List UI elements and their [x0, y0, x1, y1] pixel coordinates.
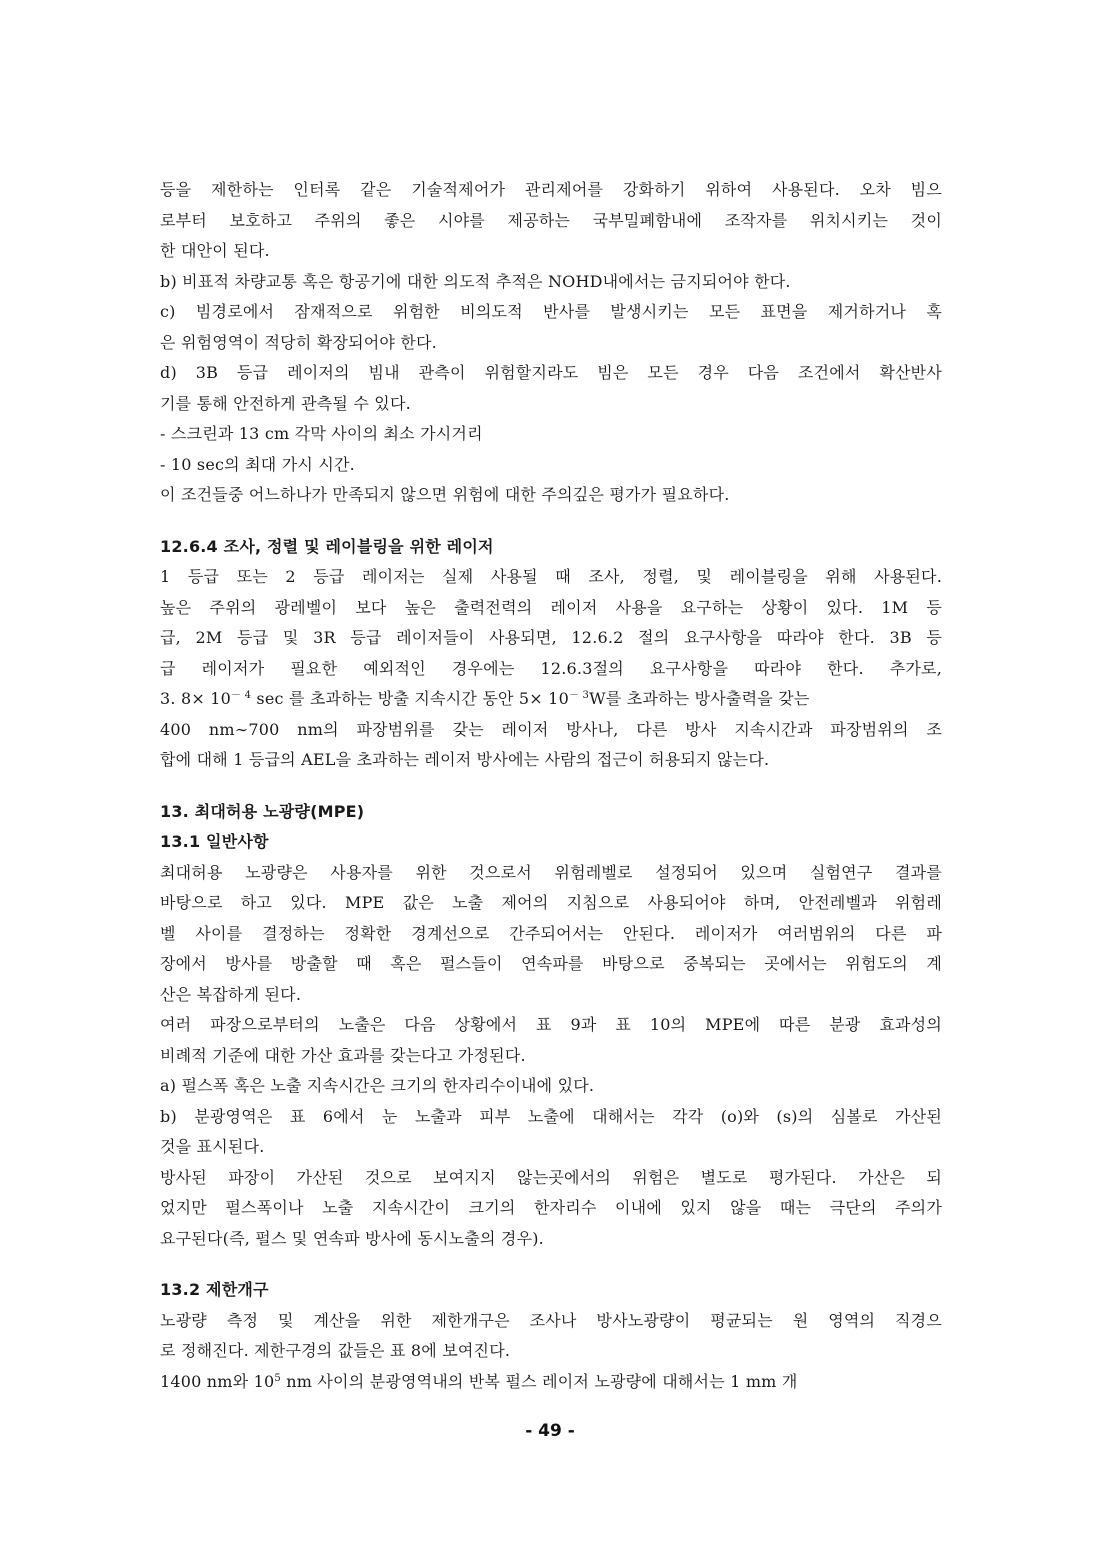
paragraph-line: 급 레이저가 필요한 예외적인 경우에는 12.6.3절의 요구사항을 따라야 한다. 추가로,: [160, 658, 942, 678]
paragraph-line: 한 대안이 된다.: [160, 241, 270, 260]
paragraph-line: 방사된 파장이 가산된 것으로 보여지지 않는곳에서의 위험은 별도로 평가된다. 가산은 되: [160, 1167, 942, 1187]
list-item-a: a) 펄스폭 혹은 노출 지속시간은 크기의 한자리수이내에 있다.: [160, 1076, 595, 1095]
list-item-b: b) 분광영역은 표 6에서 눈 노출과 피부 노출에 대해서는 각각 (o)와 (s)의 심볼로 가산된: [160, 1106, 942, 1126]
paragraph-line: 기를 통해 안전하게 관측될 수 있다.: [160, 393, 411, 413]
paragraph-line: 여러 파장으로부터의 노출은 다음 상황에서 표 9과 표 10의 MPE에 따른 분광 효과성의: [160, 1015, 942, 1034]
paragraph-line: 비례적 기준에 대한 가산 효과를 갖는다고 가정된다.: [160, 1045, 526, 1065]
paragraph-line-with-exponent: [160, 1367, 942, 1398]
text-run: nm 사이의 분광영역내의 반복 펄스 레이저 노광량에 대해서는 1 mm 개: [280, 1371, 798, 1391]
section-heading-13: 13. 최대허용 노광량(MPE): [160, 801, 365, 821]
dash-item: - 스크린과 13 cm 각막 사이의 최소 가시거리: [160, 424, 483, 443]
paragraph-line: 로 정해진다. 제한구경의 값들은 표 8에 보여진다.: [160, 1341, 511, 1360]
section-heading-13-2: 13.2 제한개구: [160, 1280, 269, 1299]
list-item-b: b) 비표적 차량교통 혹은 항공기에 대한 의도적 추적은 NOHD내에서는 금지되어야 한다.: [160, 271, 791, 291]
section-heading-13-1: 13.1 일반사항: [160, 832, 269, 851]
section-heading-12-6-4: 12.6.4 조사, 정렬 및 레이블링을 위한 레이저: [160, 536, 494, 556]
exponent: － 4: [230, 690, 252, 701]
exponent: 5: [274, 1372, 281, 1384]
paragraph-line-with-exponent: [160, 684, 942, 715]
paragraph-line: 400 nm∼700 nm의 파장범위를 갖는 레이저 방사나, 다른 방사 지속시간과 파장범위의 조: [160, 719, 942, 739]
paragraph-line: 로부터 보호하고 주위의 좋은 시야를 제공하는 국부밀폐함내에 조작자를 위치시키는 것이: [160, 210, 942, 230]
text-run: W를 초과하는 방사출력을 갖는: [589, 689, 810, 708]
paragraph-line: 등을 제한하는 인터록 같은 기술적제어가 관리제어를 강화하기 위하여 사용된다. 오차 빔으: [160, 180, 942, 199]
exponent: － 3: [568, 690, 590, 701]
text-run: 3. 8× 10: [160, 689, 231, 708]
paragraph-line: 합에 대해 1 등급의 AEL을 초과하는 레이저 방사에는 사람의 접근이 허용되지 않는다.: [160, 750, 770, 769]
paragraph-line: 은 위험영역이 적당히 확장되어야 한다.: [160, 332, 437, 352]
paragraph-line: 최대허용 노광량은 사용자를 위한 것으로서 위험레벨로 설정되어 있으며 실험연구 결과를: [160, 862, 942, 882]
list-item-d: d) 3B 등급 레이저의 빔내 관측이 위험할지라도 빔은 모든 경우 다음 조건에서 확산반사: [160, 363, 942, 382]
document-body: [160, 175, 942, 1397]
list-item-c: c) 빔경로에서 잠재적으로 위험한 비의도적 반사를 발생시키는 모든 표면을 제거하거나 혹: [160, 302, 942, 321]
paragraph-line: 것을 표시된다.: [160, 1137, 265, 1156]
paragraph-line: 이 조건들중 어느하나가 만족되지 않으면 위험에 대한 주의깊은 평가가 필요하다.: [160, 485, 730, 504]
dash-item: - 10 sec의 최대 가시 시간.: [160, 454, 355, 474]
paragraph-line: 산은 복잡하게 된다.: [160, 984, 302, 1004]
paragraph-line: 요구된다(즉, 펄스 및 연속파 방사에 동시노출의 경우).: [160, 1228, 544, 1248]
text-run: sec 를 초과하는 방출 지속시간 동안 5× 10: [251, 689, 569, 708]
page-number: - 49 -: [525, 1421, 575, 1441]
paragraph-line: 1 등급 또는 2 등급 레이저는 실제 사용될 때 조사, 정렬, 및 레이블링을 위해 사용된다.: [160, 567, 942, 586]
paragraph-line: 급, 2M 등급 및 3R 등급 레이저들이 사용되면, 12.6.2 절의 요구사항을 따라야 한다. 3B 등: [160, 628, 942, 647]
paragraph-line: 바탕으로 하고 있다. MPE 값은 노출 제어의 지침으로 사용되어야 하며, 안전레벨과 위험레: [160, 893, 942, 912]
paragraph-line: 높은 주위의 광레벨이 보다 높은 출력전력의 레이저 사용을 요구하는 상황이 있다. 1M 등: [160, 597, 942, 617]
paragraph-line: 벨 사이를 결정하는 정확한 경계선으로 간주되어서는 안된다. 레이저가 여러범위의 다른 파: [160, 923, 942, 943]
paragraph-line: 장에서 방사를 방출할 때 혹은 펄스들이 연속파를 바탕으로 중복되는 곳에서는 위험도의 계: [160, 954, 942, 973]
text-run: 1400 nm와 10: [160, 1371, 275, 1391]
paragraph-line: 노광량 측정 및 계산을 위한 제한개구은 조사나 방사노광량이 평균되는 원 영역의 직경으: [160, 1310, 942, 1330]
paragraph-line: 었지만 펄스폭이나 노출 지속시간이 크기의 한자리수 이내에 있지 않을 때는 극단의 주의가: [160, 1198, 942, 1217]
